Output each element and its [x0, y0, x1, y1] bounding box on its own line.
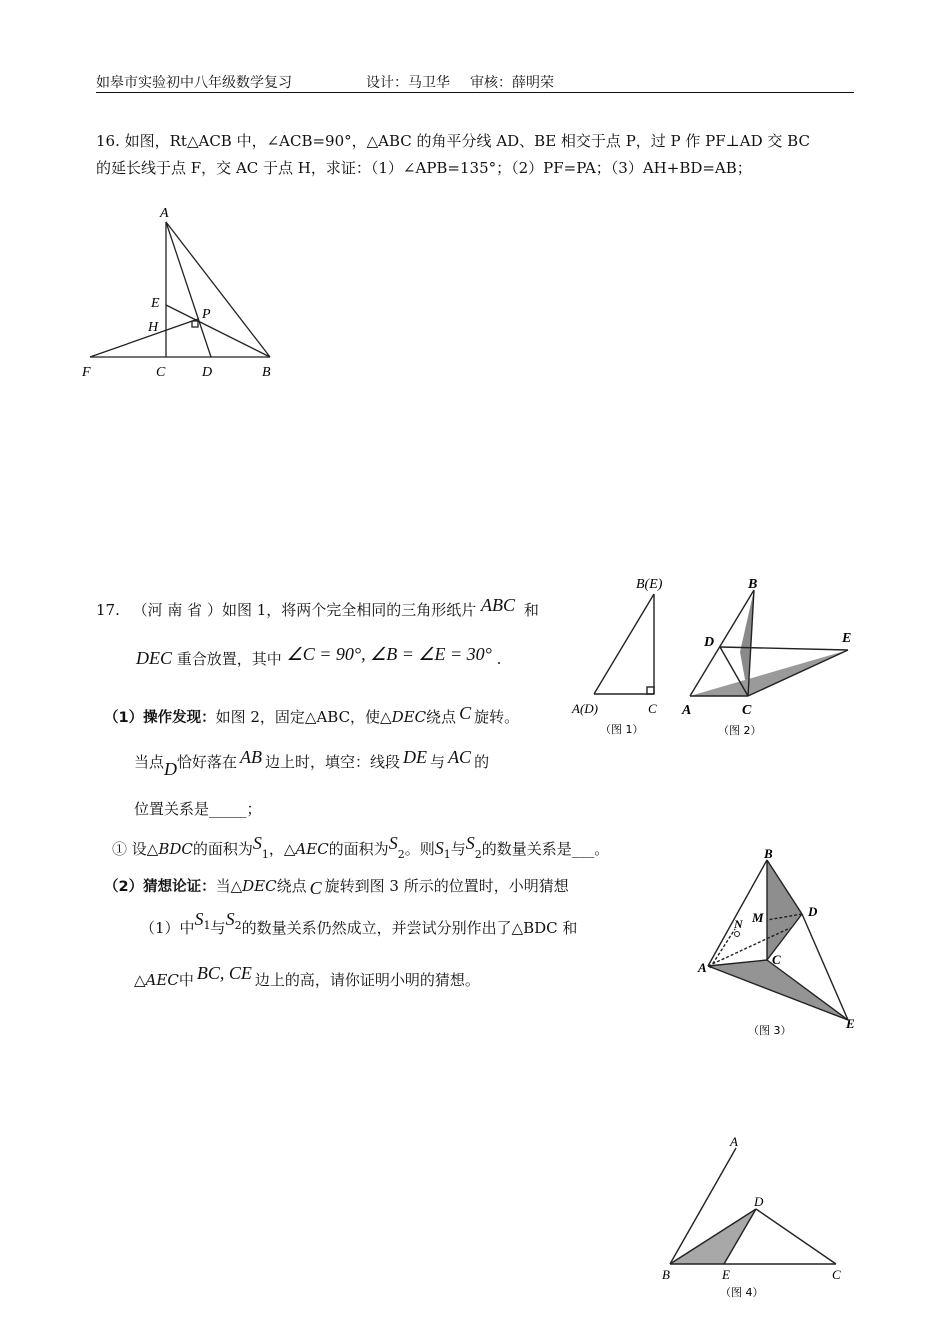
- fig4-seg-dc: [756, 1209, 836, 1264]
- seg-AD: [166, 222, 211, 357]
- l4-s1b: S: [434, 838, 444, 858]
- l4-s2b: S: [465, 833, 475, 853]
- l2-e: 的: [474, 753, 490, 771]
- fig2-label-d: D: [704, 635, 715, 650]
- fig2-label-c: C: [742, 703, 752, 718]
- fig2-seg-ce: [748, 650, 848, 696]
- label-H: H: [148, 320, 159, 335]
- fig3-shade-bdc: [767, 860, 802, 960]
- part1-text-b: 绕点: [426, 708, 457, 726]
- fig2-label-b: B: [748, 577, 758, 592]
- part2-dec: DEC: [242, 877, 277, 895]
- l4-bdc: BDC: [158, 840, 193, 858]
- l4-s2b-sub: 2: [474, 848, 482, 861]
- part2-c: C: [309, 878, 322, 898]
- fig1-caption: （图 1）: [600, 723, 644, 736]
- part1-text-a: 如图 2，固定△ABC，使△: [215, 708, 392, 726]
- fig2-seg-de: [720, 647, 848, 650]
- l2-d: D: [164, 759, 178, 779]
- l4-f: 与: [450, 840, 466, 858]
- q16-line2: 的延长线于点 F，交 AC 于点 H，求证：（1）∠APB=135°；（2）PF=PA；（3）AH+BD=AB；: [96, 159, 752, 177]
- label-P: P: [202, 307, 211, 322]
- l6-s1-sub: 1: [203, 919, 211, 932]
- fig3-aux-line: [710, 929, 735, 968]
- fig2-label-e: E: [842, 631, 852, 646]
- q16-figure: [78, 200, 288, 385]
- header-design: 设计：马卫华: [366, 75, 450, 91]
- l7-aec: AEC: [145, 971, 179, 989]
- fig3-label-b: B: [764, 846, 773, 861]
- l6-s2: S: [225, 909, 235, 929]
- q17-line2: [136, 645, 501, 672]
- header-review: 审核：薛明荣: [470, 75, 554, 91]
- l2-and: 与: [430, 753, 446, 771]
- q17-line-position: 位置关系是_____；: [134, 800, 262, 818]
- q17-intro: （河 南 省 ）如图 1，将两个完全相同的三角形纸片: [132, 601, 477, 619]
- q17-number: 17.: [96, 601, 120, 619]
- l7-a: △: [134, 971, 146, 989]
- label-F: F: [82, 365, 91, 380]
- label-E: E: [151, 296, 160, 311]
- q17-dec: DEC: [136, 648, 172, 668]
- q17-line-area: [112, 835, 609, 868]
- q16-line1: 16. 如图，Rt△ACB 中，∠ACB=90°，△ABC 的角平分线 AD、BE 相交于点 P，过 P 作 PF⊥AD 交 BC: [96, 132, 810, 150]
- fig3-label-a: A: [698, 960, 707, 975]
- fig1-seg-ab: [594, 594, 654, 694]
- l2-de: DE: [403, 747, 428, 767]
- fig3-point-n: [735, 932, 740, 937]
- q17-part2: [104, 872, 569, 900]
- fig4-label-d: D: [754, 1194, 764, 1209]
- l4-e: 。则: [404, 840, 435, 858]
- part1-dec: DEC: [391, 708, 427, 726]
- l4-s1: S: [252, 833, 262, 853]
- part2-a: 当△: [215, 877, 243, 895]
- fig1-label-a: A(D): [572, 701, 598, 716]
- l4-g: 的数量关系是___。: [481, 840, 610, 858]
- q17-and: 和: [523, 601, 539, 619]
- l6-b: 与: [210, 919, 226, 937]
- l4-s1b-sub: 1: [443, 848, 451, 861]
- fig4-label-e: E: [722, 1267, 730, 1282]
- l2-a: 当点: [134, 753, 165, 771]
- l4-aec: AEC: [295, 840, 329, 858]
- fig1-label-b: B(E): [636, 577, 663, 592]
- figure-2: [678, 572, 862, 742]
- l2-b: 恰好落在: [177, 753, 238, 771]
- l2-ab: AB: [240, 747, 263, 767]
- q17-overlap: 重合放置，其中: [176, 650, 282, 668]
- fig4-caption: （图 4）: [720, 1286, 764, 1299]
- l4-s2-sub: 2: [397, 848, 405, 861]
- l6-s1: S: [194, 909, 204, 929]
- part1-c: C: [459, 703, 472, 723]
- l4-b: 的面积为: [192, 840, 253, 858]
- l4-c: ，△: [268, 840, 296, 858]
- figure-4: [654, 1134, 854, 1306]
- l6-c: 的数量关系仍然成立，并尝试分别作出了△BDC 和: [241, 919, 578, 937]
- q17-dot: .: [496, 650, 502, 668]
- l4-s2: S: [388, 833, 398, 853]
- fig1-right-angle: [647, 687, 654, 694]
- l6-s2-sub: 2: [234, 919, 242, 932]
- part1-text-c: 旋转。: [474, 708, 520, 726]
- l7-c: 边上的高，请你证明小明的猜想。: [254, 971, 480, 989]
- q17-line-prove: [134, 963, 480, 993]
- q17-line-guess: [140, 909, 578, 947]
- header-title: 如皋市实验初中八年级数学复习: [96, 75, 292, 91]
- fig3-label-d: D: [808, 904, 818, 919]
- fig3-label-n: N: [734, 917, 743, 931]
- fig3-caption: （图 3）: [748, 1024, 792, 1037]
- l7-bc-ce: BC, CE: [196, 963, 252, 983]
- right-angle-mark: [192, 321, 198, 327]
- l2-c: 边上时，填空：线段: [265, 753, 401, 771]
- figure-1: [570, 570, 680, 740]
- fig4-label-a: A: [730, 1134, 738, 1149]
- l4-d: 的面积为: [328, 840, 389, 858]
- label-D: D: [202, 365, 213, 380]
- q17-abc: ABC: [481, 595, 516, 615]
- label-A: A: [160, 206, 169, 221]
- l6-a: （1）中: [140, 919, 195, 937]
- l7-b: 中: [178, 971, 194, 989]
- fig4-label-b: B: [662, 1267, 670, 1282]
- fig1-label-c: C: [648, 701, 657, 716]
- q17-part1: [104, 703, 519, 731]
- page-header: [96, 70, 854, 93]
- fig3-label-e: E: [846, 1016, 855, 1031]
- fig3-label-c: C: [772, 952, 781, 967]
- fig4-label-c: C: [832, 1267, 841, 1282]
- part2-d: 旋转到图 3 所示的位置时，小明猜想: [324, 877, 569, 895]
- part1-title: （1）操作发现：: [104, 710, 216, 726]
- l4-s1-sub: 1: [261, 848, 269, 861]
- q17-line1: [96, 596, 539, 623]
- label-C: C: [156, 365, 166, 380]
- label-B: B: [262, 365, 271, 380]
- fig2-label-a: A: [682, 703, 692, 718]
- figure-3: [690, 846, 865, 1042]
- l2-ac: AC: [448, 747, 472, 767]
- fig2-caption: （图 2）: [718, 724, 762, 737]
- seg-FP: [90, 319, 198, 357]
- part2-b: 绕点: [276, 877, 307, 895]
- fig3-label-m: M: [752, 910, 764, 925]
- part2-title: （2）猜想论证：: [104, 879, 216, 895]
- l4-a: ① 设△: [112, 840, 159, 858]
- q17-line-d: [134, 747, 490, 779]
- seg-EB: [166, 305, 270, 357]
- q17-angles: ∠C = 90°, ∠B = ∠E = 30°: [286, 644, 492, 664]
- seg-AB: [166, 222, 270, 357]
